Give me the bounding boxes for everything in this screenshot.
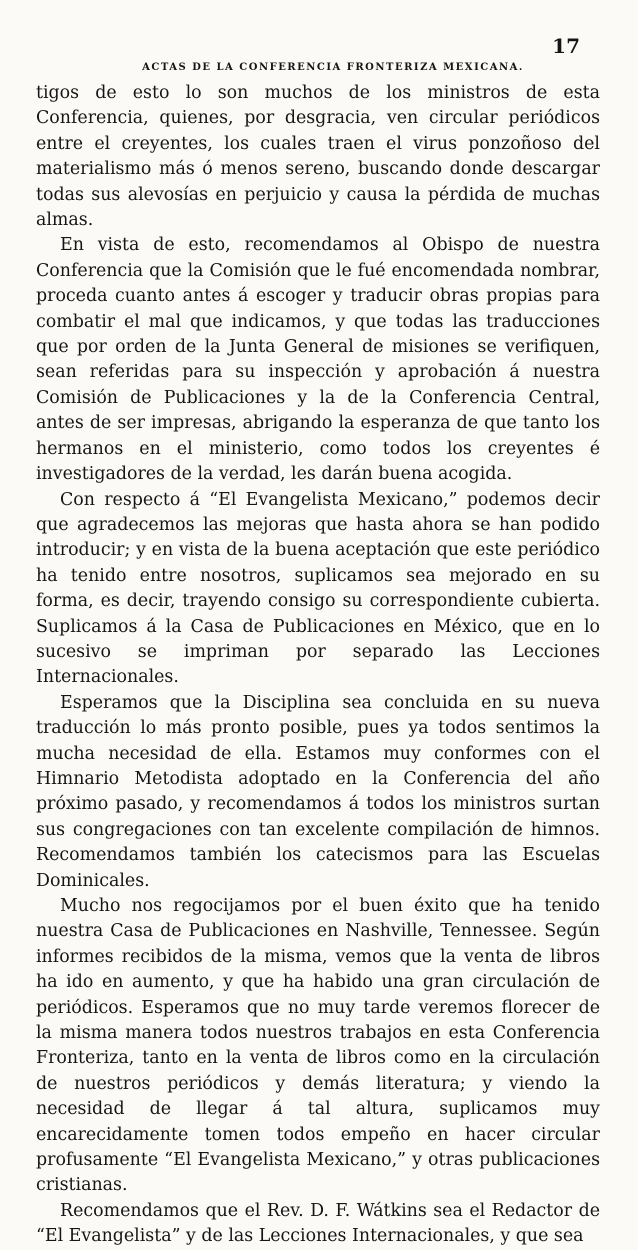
running-head: ACTAS DE LA CONFERENCIA FRONTERIZA MEXICANA. [142, 62, 524, 73]
body-text [36, 81, 600, 1250]
paragraph-redactor: Recomendamos que el Rev. D. F. Wátkins sea el Redactor de “El Evangelista” y de las Lecciones Internacionales, y que sea [36, 1200, 600, 1247]
page-number: 17 [552, 34, 580, 58]
paragraph-recommendation-comision: En vista de esto, recomendamos al Obispo de nuestra Conferencia que la Comisión que le fué encomendada nombrar, proceda cuanto antes á escoger y traducir obras propias para combatir el mal que indicamos, y que todas las traducciones que por orden de la Junta General de misiones se verifiquen, sean referidas para su inspección y aprobación á nuestra Comisión de Publicaciones y la de la Conferencia Central, antes de ser impresas, abrigando la esperanza de que tanto los hermanos en el ministerio, como todos los creyentes é investigadores de la verdad, les darán buena acogida. [36, 235, 600, 485]
paragraph-evangelista-mexicano: Con respecto á “El Evangelista Mexicano,” podemos decir que agradecemos las mejoras que hasta ahora se han podido introducir; y en vista de la buena aceptación que este periódico ha tenido entre nosotros, suplicamos sea mejorado en su forma, es decir, trayendo consigo su correspondiente cubierta. Suplicamos á la Casa de Publicaciones en México, que en lo sucesivo se impriman por separado las Lecciones Internacionales. [36, 489, 600, 688]
paragraph-continuation: tigos de esto lo son muchos de los ministros de esta Conferencia, quienes, por desgracia, ven circular periódicos entre el creyentes, los cuales traen el virus ponzoñoso del materialismo más ó menos sereno, buscando donde descargar todas sus alevosías en perjuicio y causa la pérdida de muchas almas. [36, 83, 600, 231]
paragraph-casa-publicaciones: Mucho nos regocijamos por el buen éxito que ha tenido nuestra Casa de Publicaciones en Nashville, Tennessee. Según informes recibidos de la misma, vemos que la venta de libros ha ido en aumento, y que ha habido una gran circulación de periódicos. Esperamos que no muy tarde veremos florecer de la misma manera todos nuestros trabajos en esta Conferencia Fronteriza, tanto en la venta de libros como en la circulación de nuestros periódicos y demás literatura; y viendo la necesidad de llegar á tal altura, suplicamos muy encarecidamente tomen todos empeño en hacer circular profusamente “El Evangelista Mexicano,” y otras publicaciones cristianas. [36, 896, 600, 1196]
paragraph-disciplina-himnario: Esperamos que la Disciplina sea concluida en su nueva traducción lo más pronto posible, pues ya todos sentimos la mucha necesidad de ella. Estamos muy conformes con el Himnario Metodista adoptado en la Conferencia del año próximo pasado, y recomendamos á todos los ministros surtan sus congregaciones con tan excelente compilación de himnos. Recomendamos también los catecismos para las Escuelas Dominicales. [36, 692, 600, 891]
